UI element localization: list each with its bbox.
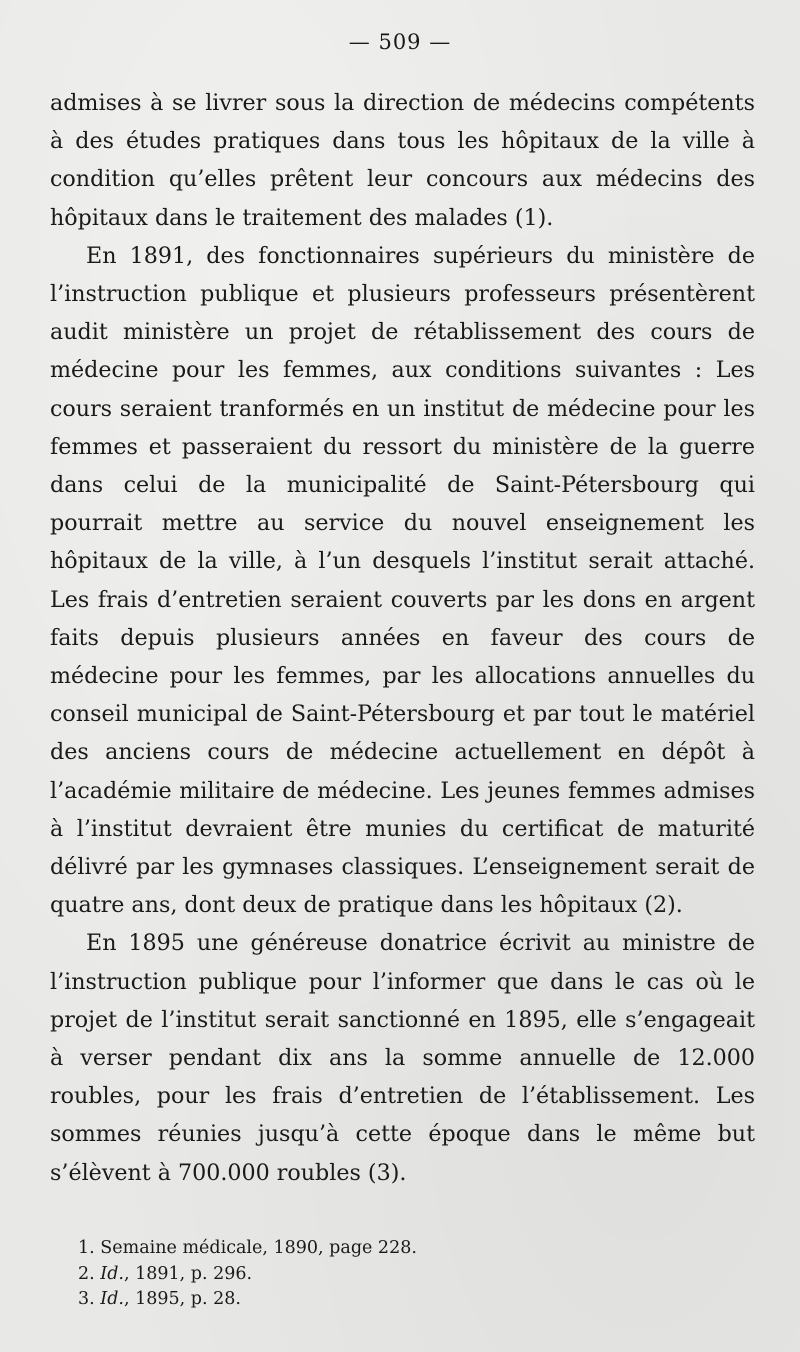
footnote-1 (50, 1236, 755, 1262)
paragraph-1895-donation: En 1895 une généreuse donatrice écrivit au ministre de l’instruction publique pour l’informer que dans le cas où le projet de l’institut serait sanctionné en 1895, elle s’engageait à verser pendant dix ans la somme annuelle de 12.000 roubles, pour les frais d’entretien de l’établissement. Les sommes réunies jusqu’à cette époque dans le même but s’élèvent à 700.000 roubles (3). (50, 930, 755, 1186)
footnote-number: 2. (78, 1263, 95, 1284)
footnote-source: Id. (100, 1263, 124, 1284)
footnote-reference: , 1891, p. 296. (123, 1263, 253, 1284)
paragraph-1891-project: En 1891, des fonctionnaires supérieurs du ministère de l’instruction publique et plusieurs professeurs présentèrent audit ministère un projet de rétablissement des cours de médecine pour les femmes, aux conditions suivantes : Les cours seraient tranformés en un institut de médecine pour les femmes et passeraient du ressort du ministère de la guerre dans celui de la municipalité de Saint-Pétersbourg qui pourrait mettre au service du nouvel enseignement les hôpitaux de la ville, à l’un desquels l’institut serait attaché. Les frais d’entretien seraient couverts par les dons en argent faits depuis plusieurs années en faveur des cours de médecine pour les femmes, par les allocations annuelles du conseil municipal de Saint-Pétersbourg et par tout le matériel des anciens cours de médecine actuellement en dépôt à l’académie militaire de médecine. Les jeunes femmes admises à l’institut devraient être munies du certificat de maturité délivré par les gymnases classiques. L’enseignement serait de quatre ans, dont deux de pratique dans les hôpitaux (2). (50, 242, 755, 919)
footnote-source: Id. (100, 1289, 124, 1309)
body-text (50, 84, 755, 1192)
footnote-2 (50, 1262, 755, 1288)
footnotes (50, 1236, 755, 1313)
footnote-number: 1. (78, 1238, 95, 1258)
page-number: — 509 — (348, 30, 452, 54)
footnote-3 (50, 1287, 755, 1313)
footnote-reference: , 1890, page 228. (262, 1238, 417, 1258)
footnote-number: 3. (78, 1289, 95, 1309)
footnote-source: Semaine médicale (100, 1238, 263, 1258)
paragraph-continuation: admises à se livrer sous la direction de médecins compétents à des études pratiques dans tous les hôpitaux de la ville à condition qu’elles prêtent leur concours aux médecins des hôpitaux dans le traitement des malades (1). (50, 90, 755, 231)
footnote-reference: , 1895, p. 28. (123, 1289, 241, 1309)
